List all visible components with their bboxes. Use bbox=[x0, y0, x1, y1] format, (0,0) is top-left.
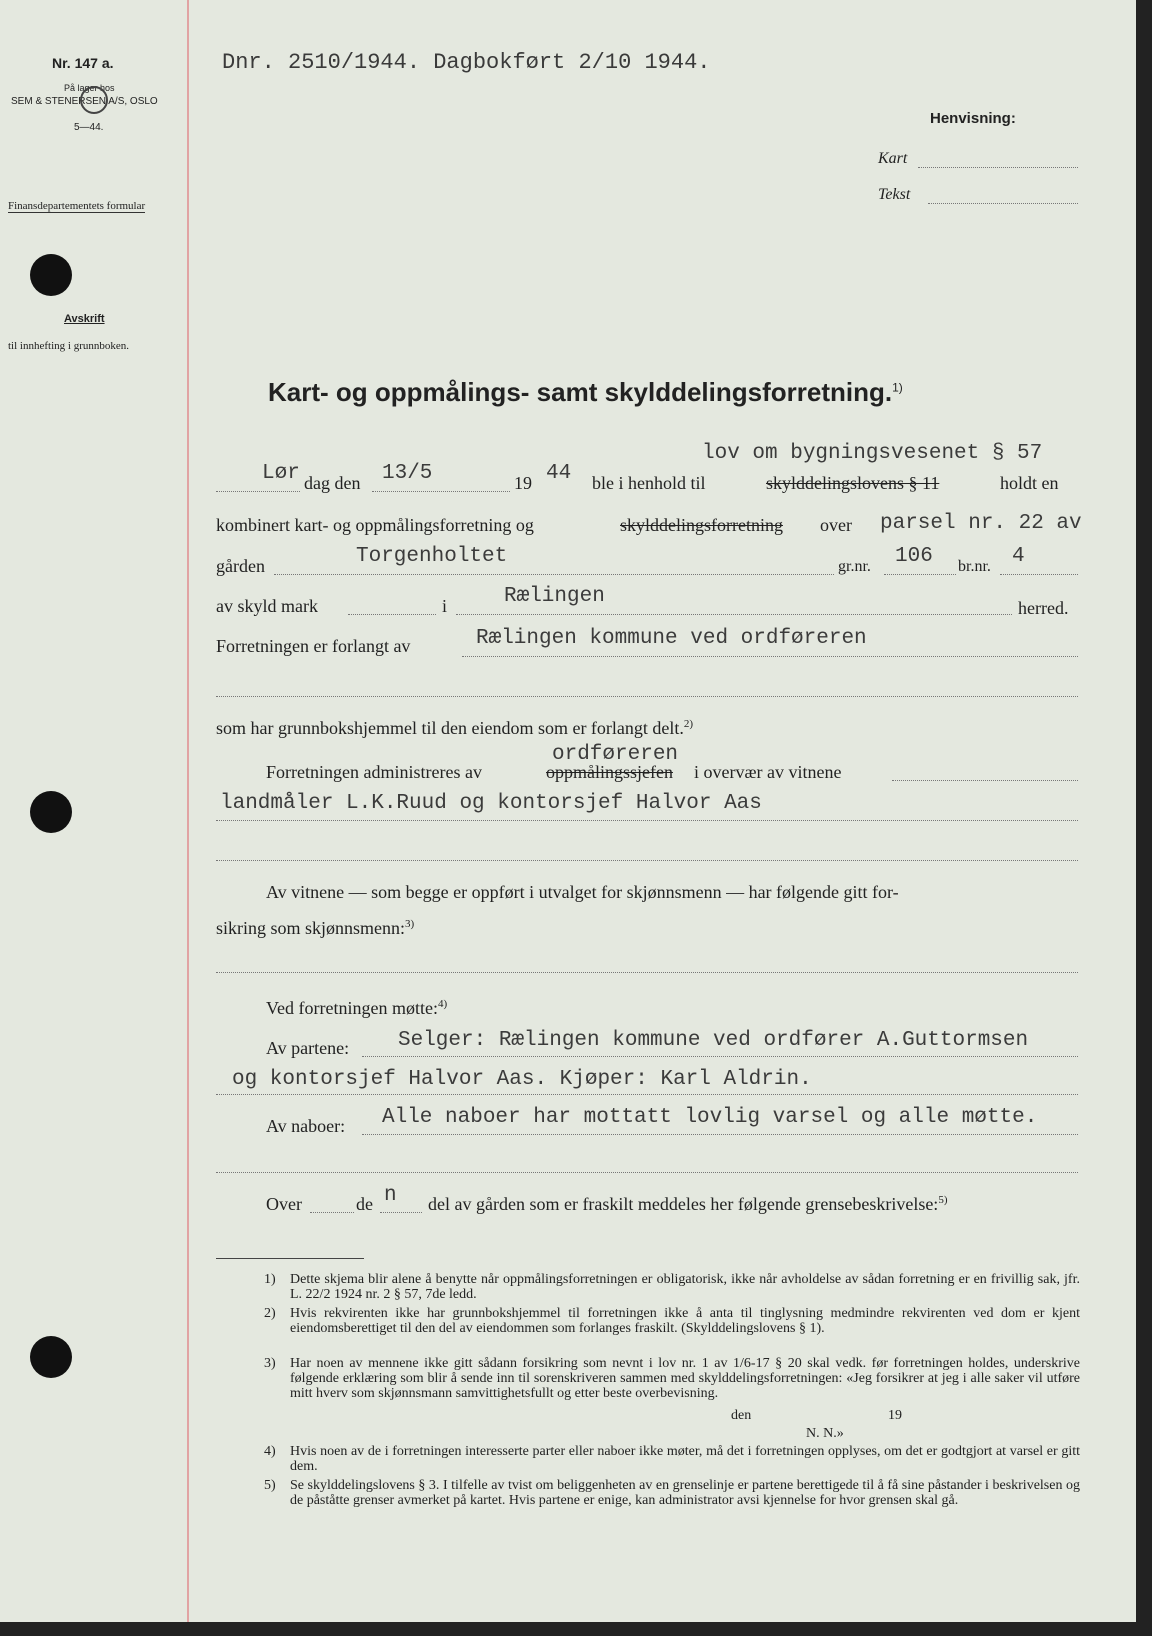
herred-fill: Rælingen bbox=[504, 585, 605, 608]
witnesses-fill: landmåler L.K.Ruud og kontorsjef Halvor Aas bbox=[220, 792, 762, 815]
footnote-2-text: Hvis rekvirenten ikke har grunnbokshjemmel til forretningen ikke å anta til tinglysning medmindre rekvirenten ved dom er kjent eiendomsberettiget til den del av eiendommen som forlanges fraskilt. (Skylddelingslovens § 1). bbox=[290, 1306, 1080, 1336]
witnesses-line bbox=[216, 820, 1078, 821]
skyld-line bbox=[348, 614, 436, 615]
kombinert-label: kombinert kart- og oppmålingsforretning og bbox=[216, 515, 534, 535]
margin-rule bbox=[187, 0, 189, 1622]
reference-label: Henvisning: bbox=[930, 110, 1016, 127]
footnote-3-number: 3) bbox=[264, 1356, 276, 1371]
grnr-label: gr.nr. bbox=[838, 558, 871, 575]
i-label: i bbox=[442, 596, 448, 616]
footnote-separator bbox=[216, 1258, 364, 1259]
forsikring-mark: 3) bbox=[405, 918, 415, 930]
kombinert-struck: skylddelingsforretning bbox=[620, 515, 783, 535]
dag-den-label: dag den bbox=[304, 473, 361, 493]
naboer-line bbox=[362, 1134, 1078, 1135]
ministry-form-label: Finansdepartementets formular bbox=[8, 200, 146, 212]
partene-line bbox=[362, 1056, 1078, 1057]
garden-fill: Torgenholtet bbox=[356, 545, 508, 568]
henhold-label: ble i henhold til bbox=[592, 473, 706, 493]
grunnbok-text bbox=[216, 718, 693, 739]
printer-line-1: På lager hos bbox=[64, 83, 115, 93]
weekday-line bbox=[216, 491, 300, 492]
date-fill: 13/5 bbox=[382, 462, 433, 485]
naboer-fill: Alle naboer har mottatt lovlig varsel og alle møtte. bbox=[382, 1106, 1038, 1129]
kart-line bbox=[918, 167, 1078, 168]
parcel-fill: parsel nr. 22 av bbox=[880, 512, 1082, 535]
law-handwritten: lov om bygningsvesenet § 57 bbox=[702, 442, 1043, 465]
footnote-3 bbox=[264, 1356, 1080, 1416]
herred-label: herred. bbox=[1018, 598, 1069, 618]
title-part-2: samt skylddelingsforretning. bbox=[536, 377, 893, 407]
grunnbok-sentence: som har grunnbokshjemmel til den eiendom som er forlangt delt. bbox=[216, 718, 684, 738]
footnote-3-text: Har noen av mennene ikke gitt sådann forsikring som nevnt i lov nr. 1 av 1/6-17 § 20 skal vedk. før forretningen holdes, underskrive følgende erklæring som blir å sende inn til sorenskriveren sammen med skylddelingsforretningen: «Jeg forsikrer at jeg i alle saker vil utføre mitt hverv som skjønnsmann samvittighetsfullt og etter beste overbevisning. bbox=[290, 1356, 1080, 1401]
de-line bbox=[380, 1212, 422, 1213]
partene-fill-1: Selger: Rælingen kommune ved ordfører A.Guttormsen bbox=[398, 1029, 1029, 1052]
del-text bbox=[428, 1194, 947, 1215]
footnote-2 bbox=[264, 1306, 1080, 1354]
partene-line-2 bbox=[216, 1094, 1078, 1095]
admin-struck: oppmålingssjefen bbox=[546, 762, 673, 782]
forsikring-sentence: sikring som skjønnsmenn: bbox=[216, 918, 406, 938]
motte-label bbox=[266, 998, 447, 1019]
de-fill: n bbox=[384, 1184, 397, 1207]
holdt-en-label: holdt en bbox=[1000, 473, 1059, 493]
partene-fill-2: og kontorsjef Halvor Aas. Kjøper: Karl Aldrin. bbox=[232, 1068, 812, 1091]
admin-rest: i overvær av vitnene bbox=[694, 762, 842, 782]
punch-hole bbox=[30, 254, 72, 296]
form-number: Nr. 147 a. bbox=[52, 55, 114, 71]
blank-line bbox=[216, 860, 1078, 861]
partene-label: Av partene: bbox=[266, 1038, 350, 1058]
footnote-3-den: den bbox=[731, 1408, 752, 1423]
naboer-label: Av naboer: bbox=[266, 1116, 346, 1136]
journal-number: Dnr. 2510/1944. Dagbokført 2/10 1944. bbox=[222, 50, 711, 75]
over-line bbox=[310, 1212, 354, 1213]
footnote-4-number: 4) bbox=[264, 1444, 276, 1459]
document-title bbox=[268, 377, 903, 408]
del-mark: 5) bbox=[938, 1194, 948, 1206]
garden-label: gården bbox=[216, 556, 265, 576]
vitnene-text: Av vitnene — som begge er oppført i utvalget for skjønnsmenn — har følgende gitt for- bbox=[266, 882, 899, 902]
grnr-line bbox=[884, 574, 956, 575]
punch-hole bbox=[30, 791, 72, 833]
brnr-fill: 4 bbox=[1012, 545, 1025, 568]
skyld-label: av skyld mark bbox=[216, 596, 318, 616]
tekst-line bbox=[928, 203, 1078, 204]
printer-date: 5—44. bbox=[74, 122, 104, 133]
herred-line bbox=[456, 614, 1012, 615]
footnote-5-number: 5) bbox=[264, 1478, 276, 1493]
title-part-1: Kart- og oppmålings- bbox=[268, 377, 530, 407]
de-label: de bbox=[356, 1194, 373, 1214]
tekst-label: Tekst bbox=[878, 186, 911, 203]
forsikring-text bbox=[216, 918, 414, 939]
motte-text: Ved forretningen møtte: bbox=[266, 998, 438, 1018]
footnote-3-year: 19 bbox=[888, 1408, 902, 1423]
copy-subtitle: til innhefting i grunnboken. bbox=[8, 340, 129, 352]
year-fill: 44 bbox=[546, 462, 572, 485]
title-footnote-mark: 1) bbox=[892, 380, 903, 395]
law-struck: skylddelingslovens § 11 bbox=[766, 473, 940, 493]
motte-mark: 4) bbox=[437, 998, 448, 1010]
brnr-line bbox=[1000, 574, 1078, 575]
weekday-fill: Lør bbox=[262, 462, 300, 485]
admin-line bbox=[892, 780, 1078, 781]
footnote-5-text: Se skylddelingslovens § 3. I tilfelle av tvist om beliggenheten av en grenselinje er partene berettigede til å få sine påstander i beskrivelsen og de påståtte grenser avmerket på kartet. Hvis partene er enige, kan administrator avsi kjennelse for hvor grensen skal gå. bbox=[290, 1478, 1080, 1508]
footnote-1-number: 1) bbox=[264, 1272, 276, 1287]
printer-line-2: SEM & STENERSEN A/S, OSLO bbox=[11, 96, 158, 107]
punch-hole bbox=[30, 1336, 72, 1378]
kart-label: Kart bbox=[878, 150, 908, 167]
date-line bbox=[372, 491, 510, 492]
forlangt-label: Forretningen er forlangt av bbox=[216, 636, 411, 656]
admin-fill: ordføreren bbox=[552, 743, 679, 766]
forlangt-line bbox=[462, 656, 1078, 657]
footnote-2-number: 2) bbox=[264, 1306, 276, 1321]
footnote-1 bbox=[264, 1272, 1080, 1304]
printer-seal bbox=[80, 86, 108, 114]
footnote-5 bbox=[264, 1478, 1080, 1526]
year-prefix: 19 bbox=[514, 473, 532, 493]
footnote-4-text: Hvis noen av de i forretningen interesserte parter eller naboer ikke møter, må det i forretningen opplyses, om det er godtgjort at varsel er gitt dem. bbox=[290, 1444, 1080, 1474]
blank-line bbox=[216, 972, 1078, 973]
garden-line bbox=[274, 574, 834, 575]
del-sentence: del av gården som er fraskilt meddeles her følgende grensebeskrivelse: bbox=[428, 1194, 939, 1214]
forlangt-fill: Rælingen kommune ved ordføreren bbox=[476, 627, 867, 650]
grunnbok-mark: 2) bbox=[683, 718, 694, 730]
admin-label: Forretningen administreres av bbox=[266, 762, 482, 782]
blank-line bbox=[216, 696, 1078, 697]
footnote-3-signature: N. N.» bbox=[806, 1426, 844, 1441]
over-label: over bbox=[820, 515, 852, 535]
copy-title: Avskrift bbox=[64, 313, 105, 325]
grnr-fill: 106 bbox=[895, 545, 933, 568]
footnote-4 bbox=[264, 1444, 1080, 1476]
brnr-label: br.nr. bbox=[958, 558, 991, 575]
over-label: Over bbox=[266, 1194, 302, 1214]
blank-line bbox=[216, 1172, 1078, 1173]
footnote-1-text: Dette skjema blir alene å benytte når oppmålingsforretningen er obligatorisk, ikke når avholdelse av sådan forretning er en frivillig sak, jfr. L. 22/2 1924 nr. 2 § 57, 7de ledd. bbox=[290, 1272, 1080, 1302]
